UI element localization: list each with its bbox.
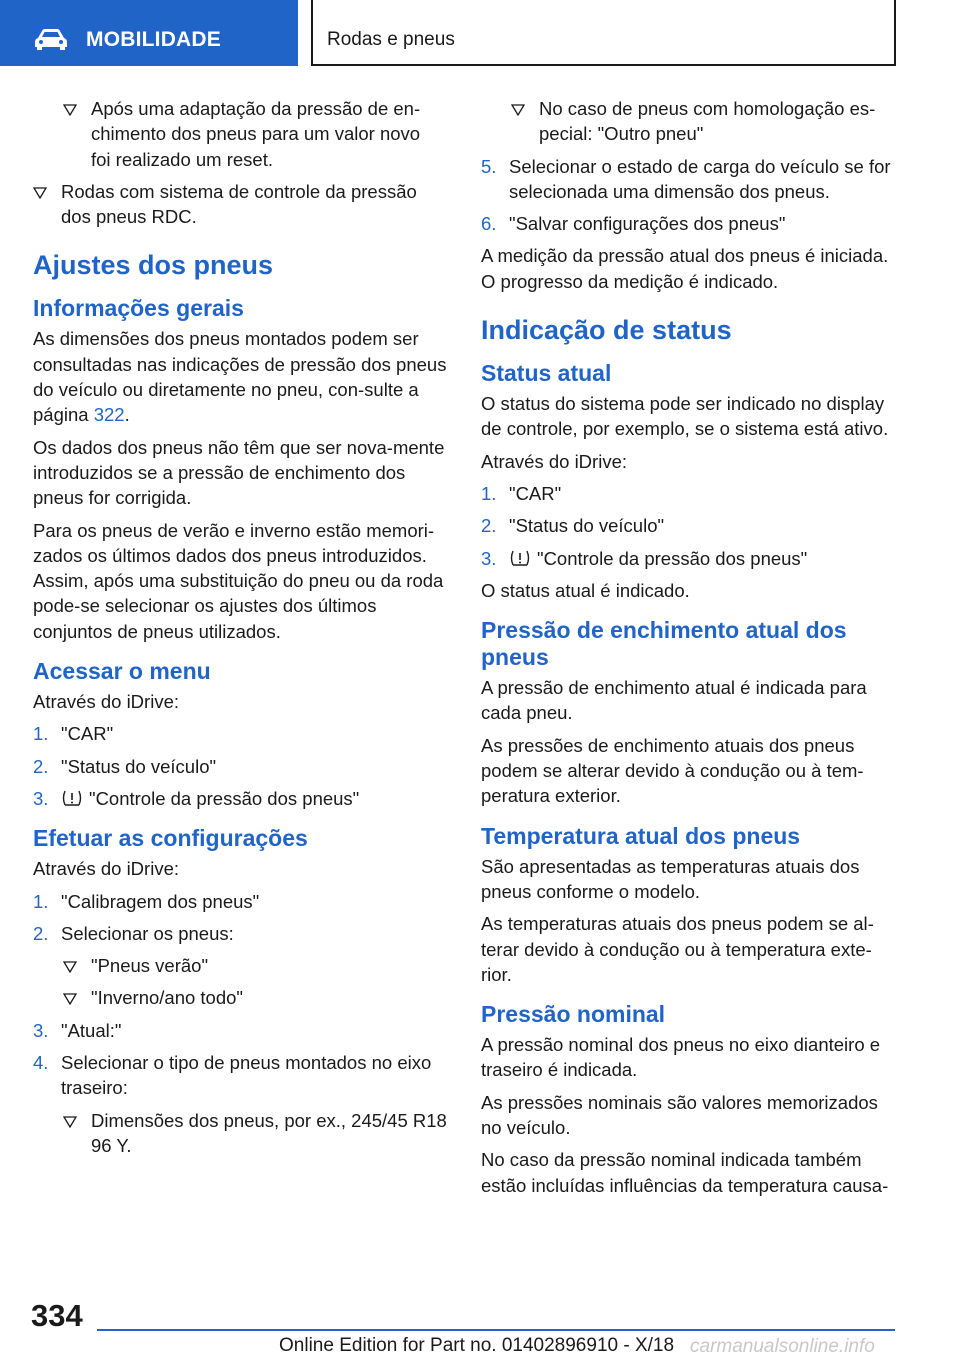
- heading-status-atual: Status atual: [481, 360, 612, 387]
- heading-ajustes: Ajustes dos pneus: [33, 250, 274, 281]
- paragraph: O status do sistema pode ser indicado no display de controle, por exemplo, se o sistema está ativo.: [481, 393, 889, 440]
- triangle-bullet-icon: [63, 961, 77, 973]
- list-item: 6. "Salvar configurações dos pneus": [481, 213, 786, 235]
- list-item: 1. "CAR": [481, 482, 562, 504]
- triangle-bullet-icon: [63, 104, 77, 116]
- heading-status: Indicação de status: [481, 315, 732, 346]
- paragraph: O status atual é indicado.: [481, 579, 690, 601]
- bullet-text: Após uma adaptação da pressão de en- chimento dos pneus para um valor novo foi realizado um reset.: [91, 98, 421, 170]
- list-item: 2. "Status do veículo": [33, 755, 217, 777]
- heading-temperatura: Temperatura atual dos pneus: [481, 822, 801, 849]
- list-item: 2. "Status do veículo": [481, 515, 665, 537]
- watermark: carmanualsonline.info: [690, 1336, 875, 1357]
- left-column: [33, 96, 453, 1165]
- paragraph: A pressão de enchimento atual é indicada para cada pneu.: [481, 677, 867, 724]
- bullet-text: Rodas com sistema de controle da pressão dos pneus RDC.: [61, 180, 417, 228]
- edition-text: Online Edition for Part no. 01402896910 - X/18: [279, 1335, 675, 1356]
- list-item: [33, 179, 453, 230]
- triangle-bullet-icon: [33, 187, 47, 199]
- paragraph: São apresentadas as temperaturas atuais dos pneus conforme o modelo.: [481, 855, 860, 902]
- right-column: [481, 96, 901, 1205]
- car-icon: [34, 28, 68, 50]
- page-number: 334: [31, 1298, 83, 1333]
- list-item: 3. "Atual:": [33, 1019, 122, 1041]
- page-link[interactable]: 322: [93, 404, 125, 426]
- list-item: "Inverno/ano todo": [63, 985, 453, 1010]
- heading-menu: Acessar o menu: [33, 658, 211, 685]
- section-tab: [0, 0, 298, 66]
- paragraph: As pressões nominais são valores memorizados no veículo.: [481, 1091, 878, 1139]
- paragraph: No caso da pressão nominal indicada também estão incluídas influências da temperatura causa-: [481, 1149, 889, 1196]
- paragraph: Para os pneus de verão e inverno estão memori-zados os últimos dados dos pneus introduzidos. Assim, após uma substituição do pneu ou da roda pode-se selecionar os ajustes dos últimos conjuntos de pneus utilizados.: [33, 519, 444, 642]
- list-item: 2. Selecionar os pneus:: [33, 922, 234, 944]
- paragraph: As temperaturas atuais dos pneus podem se al-terar devido à condução ou à temperatura exte-rior.: [481, 913, 874, 985]
- paragraph: Através do iDrive:: [33, 691, 179, 713]
- paragraph: As pressões de enchimento atuais dos pneus podem se alterar devido à condução ou à tem-peratura exterior.: [481, 734, 864, 807]
- list-item: "Pneus verão": [63, 953, 453, 978]
- list-item: 3. "Controle da pressão dos pneus": [33, 787, 360, 809]
- heading-config: Efetuar as configurações: [33, 825, 308, 852]
- heading-pressao-nominal: Pressão nominal: [481, 1001, 666, 1028]
- section-title: MOBILIDADE: [86, 28, 221, 51]
- paragraph: Através do iDrive:: [481, 450, 627, 472]
- paragraph: A medição da pressão atual dos pneus é iniciada. O progresso da medição é indicado.: [481, 245, 889, 292]
- list-item: No caso de pneus com homologação es-pecial: "Outro pneu": [511, 96, 901, 147]
- chapter-tab: [311, 0, 896, 66]
- list-item: Dimensões dos pneus, por ex., 245/45 R18 96 Y.: [63, 1108, 453, 1159]
- paragraph: As dimensões dos pneus montados podem ser consultadas nas indicações de pressão dos pneus do veículo ou diretamente no pneu, con-sulte a página 322.: [33, 328, 447, 426]
- triangle-bullet-icon: [63, 1116, 77, 1128]
- chapter-title: Rodas e pneus: [327, 29, 455, 50]
- footer-divider: [97, 1329, 895, 1331]
- list-item: 5. Selecionar o estado de carga do veículo se for selecionada uma dimensão dos pneus.: [481, 155, 891, 202]
- triangle-bullet-icon: [511, 104, 525, 116]
- paragraph: A pressão nominal dos pneus no eixo dianteiro e traseiro é indicada.: [481, 1034, 881, 1081]
- heading-info: Informações gerais: [33, 295, 244, 322]
- triangle-bullet-icon: [63, 993, 77, 1005]
- tire-pressure-icon: [509, 548, 531, 568]
- paragraph: Através do iDrive:: [33, 858, 179, 880]
- list-item: 3. "Controle da pressão dos pneus": [481, 547, 808, 569]
- tire-pressure-icon: [61, 788, 83, 808]
- heading-pressao-atual: Pressão de enchimento atual dos pneus: [481, 617, 847, 671]
- paragraph: Os dados dos pneus não têm que ser nova-mente introduzidos se a pressão de enchimento dos pneus for corrigida.: [33, 436, 445, 509]
- list-item: 1. "CAR": [33, 723, 114, 745]
- list-item: [63, 96, 453, 172]
- list-item: 4. Selecionar o tipo de pneus montados no eixo traseiro:: [33, 1052, 432, 1099]
- list-item: 1. "Calibragem dos pneus": [33, 890, 260, 912]
